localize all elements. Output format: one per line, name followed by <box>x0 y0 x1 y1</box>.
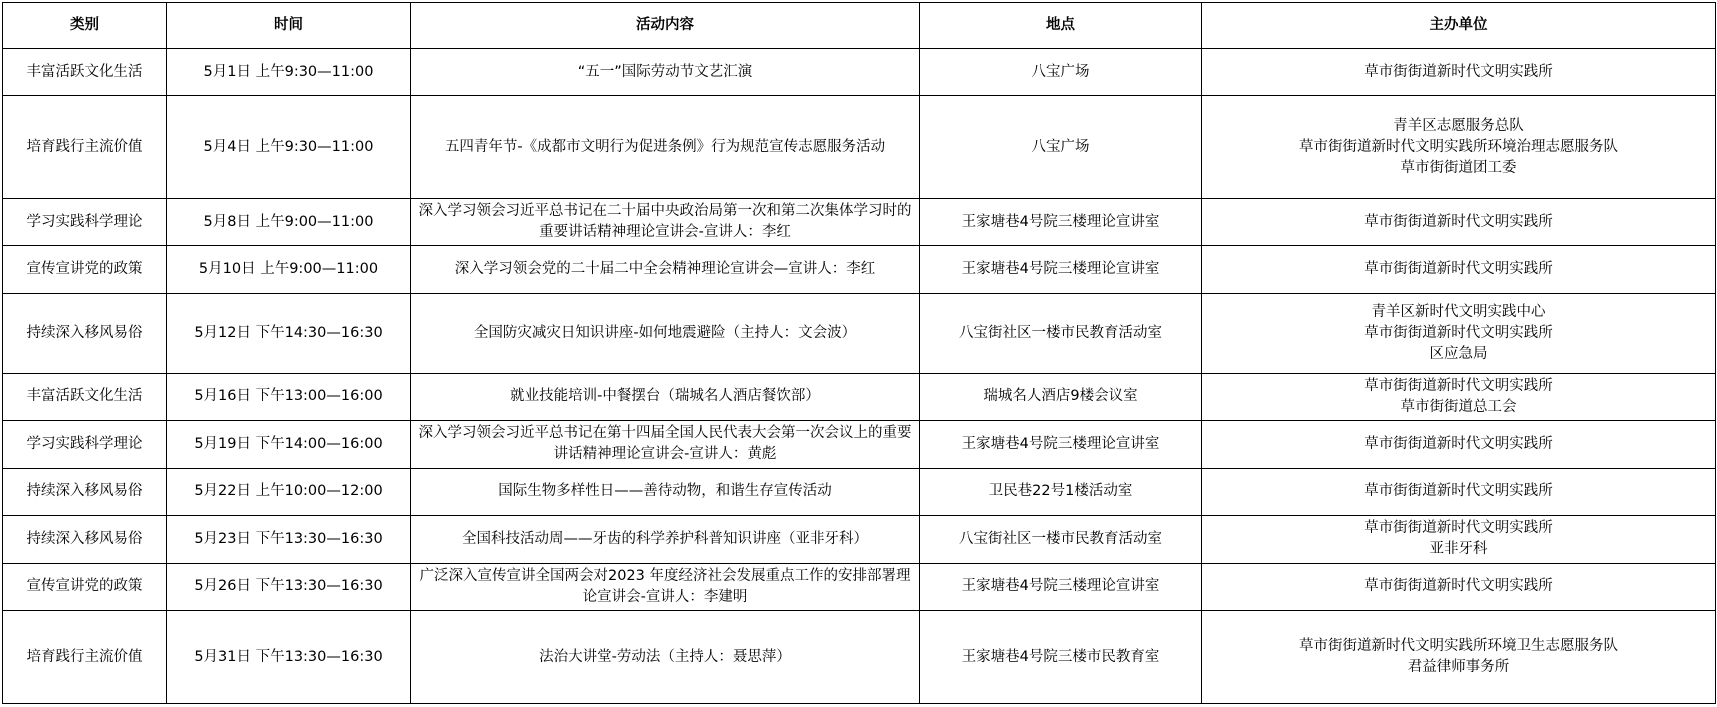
cell-content <box>411 373 920 420</box>
cell-organizer <box>1202 246 1716 293</box>
cell-time: 5月23日 下午13:30—16:30 <box>167 516 411 563</box>
cell-time: 5月10日 上午9:00—11:00 <box>167 246 411 293</box>
cell-time: 5月22日 上午10:00—12:00 <box>167 468 411 515</box>
activity-schedule-table <box>2 2 1716 704</box>
cell-content <box>411 96 920 199</box>
table-row <box>3 49 1716 96</box>
cell-content-line: 深入学习领会习近平总书记在第十四届全国人民代表大会第一次会议上的重要 <box>418 425 912 442</box>
cell-content-line: 就业技能培训-中餐摆台（瑞城名人酒店餐饮部） <box>510 388 820 405</box>
cell-content-line: 全国科技活动周——牙齿的科学养护科普知识讲座（亚非牙科） <box>462 530 868 547</box>
cell-content <box>411 421 920 468</box>
cell-organizer <box>1202 373 1716 420</box>
cell-category: 培育践行主流价值 <box>3 611 167 704</box>
table-row <box>3 516 1716 563</box>
cell-organizer <box>1202 468 1716 515</box>
cell-organizer-line: 草市街街道团工委 <box>1400 159 1517 176</box>
cell-location: 八宝街社区一楼市民教育活动室 <box>920 516 1202 563</box>
cell-organizer-line: 君益律师事务所 <box>1407 659 1510 676</box>
cell-organizer-line: 草市街街道新时代文明实践所 <box>1364 435 1553 452</box>
cell-content-line: 深入学习领会党的二十届二中全会精神理论宣讲会—宣讲人：李红 <box>454 261 876 278</box>
cell-category: 学习实践科学理论 <box>3 198 167 245</box>
cell-organizer-line: 草市街街道新时代文明实践所环境卫生志愿服务队 <box>1299 638 1618 655</box>
cell-content <box>411 246 920 293</box>
cell-content-line: 重要讲话精神理论宣讲会-宣讲人：李红 <box>539 224 791 241</box>
header-time: 时间 <box>167 3 411 49</box>
cell-category: 持续深入移风易俗 <box>3 516 167 563</box>
cell-organizer <box>1202 198 1716 245</box>
cell-content <box>411 49 920 96</box>
cell-organizer <box>1202 49 1716 96</box>
cell-location: 王家塘巷4号院三楼理论宣讲室 <box>920 198 1202 245</box>
cell-location: 卫民巷22号1楼活动室 <box>920 468 1202 515</box>
cell-content-line: 国际生物多样性日——善待动物，和谐生存宣传活动 <box>498 483 832 500</box>
cell-organizer-line: 草市街街道新时代文明实践所 <box>1364 63 1553 80</box>
table-row <box>3 468 1716 515</box>
table-row <box>3 96 1716 199</box>
cell-organizer-line: 草市街街道新时代文明实践所 <box>1364 213 1553 230</box>
cell-time: 5月31日 下午13:30—16:30 <box>167 611 411 704</box>
cell-time: 5月8日 上午9:00—11:00 <box>167 198 411 245</box>
cell-location: 八宝广场 <box>920 96 1202 199</box>
table-row <box>3 246 1716 293</box>
cell-organizer-line: 亚非牙科 <box>1429 541 1488 558</box>
cell-category: 持续深入移风易俗 <box>3 468 167 515</box>
cell-organizer <box>1202 516 1716 563</box>
cell-organizer-line: 草市街街道新时代文明实践所 <box>1364 520 1553 537</box>
header-location: 地点 <box>920 3 1202 49</box>
cell-organizer-line: 青羊区志愿服务总队 <box>1393 117 1524 134</box>
cell-category: 培育践行主流价值 <box>3 96 167 199</box>
cell-content <box>411 563 920 610</box>
cell-content-line: 论宣讲会-宣讲人：李建明 <box>582 588 748 605</box>
cell-category: 宣传宣讲党的政策 <box>3 563 167 610</box>
cell-content-line: 广泛深入宣传宣讲全国两会对2023 年度经济社会发展重点工作的安排部署理 <box>419 567 911 584</box>
cell-organizer <box>1202 96 1716 199</box>
cell-location: 王家塘巷4号院三楼市民教育室 <box>920 611 1202 704</box>
cell-content-line: 五四青年节-《成都市文明行为促进条例》行为规范宣传志愿服务活动 <box>444 138 886 155</box>
header-organizer: 主办单位 <box>1202 3 1716 49</box>
cell-organizer-line: 草市街街道新时代文明实践所 <box>1364 483 1553 500</box>
cell-organizer <box>1202 563 1716 610</box>
cell-content-line: 讲话精神理论宣讲会-宣讲人：黄彪 <box>553 446 777 463</box>
cell-time: 5月19日 下午14:00—16:00 <box>167 421 411 468</box>
table-row <box>3 563 1716 610</box>
cell-content <box>411 611 920 704</box>
cell-organizer <box>1202 611 1716 704</box>
header-row <box>3 3 1716 49</box>
cell-organizer-line: 草市街街道总工会 <box>1400 398 1517 415</box>
table-row <box>3 373 1716 420</box>
cell-content-line: 全国防灾减灾日知识讲座-如何地震避险（主持人：文会波） <box>473 324 857 341</box>
cell-category: 学习实践科学理论 <box>3 421 167 468</box>
cell-location: 八宝街社区一楼市民教育活动室 <box>920 293 1202 373</box>
cell-location: 瑞城名人酒店9楼会议室 <box>920 373 1202 420</box>
table-row <box>3 421 1716 468</box>
cell-content <box>411 516 920 563</box>
cell-time: 5月26日 下午13:30—16:30 <box>167 563 411 610</box>
cell-time: 5月1日 上午9:30—11:00 <box>167 49 411 96</box>
cell-organizer-line: 草市街街道新时代文明实践所 <box>1364 377 1553 394</box>
table-row <box>3 293 1716 373</box>
cell-content-line: 深入学习领会习近平总书记在二十届中央政治局第一次和第二次集体学习时的 <box>418 203 912 220</box>
cell-category: 宣传宣讲党的政策 <box>3 246 167 293</box>
cell-location: 八宝广场 <box>920 49 1202 96</box>
cell-organizer-line: 草市街街道新时代文明实践所环境治理志愿服务队 <box>1299 138 1618 155</box>
cell-content <box>411 198 920 245</box>
cell-organizer-line: 草市街街道新时代文明实践所 <box>1364 261 1553 278</box>
cell-category: 丰富活跃文化生活 <box>3 373 167 420</box>
cell-time: 5月12日 下午14:30—16:30 <box>167 293 411 373</box>
cell-location: 王家塘巷4号院三楼理论宣讲室 <box>920 246 1202 293</box>
header-content: 活动内容 <box>411 3 920 49</box>
cell-content <box>411 468 920 515</box>
cell-time: 5月4日 上午9:30—11:00 <box>167 96 411 199</box>
cell-time: 5月16日 下午13:00—16:00 <box>167 373 411 420</box>
cell-organizer-line: 区应急局 <box>1429 345 1488 362</box>
table-row <box>3 198 1716 245</box>
cell-organizer-line: 青羊区新时代文明实践中心 <box>1371 303 1546 320</box>
table-row <box>3 611 1716 704</box>
cell-organizer <box>1202 293 1716 373</box>
header-category: 类别 <box>3 3 167 49</box>
cell-organizer <box>1202 421 1716 468</box>
cell-organizer-line: 草市街街道新时代文明实践所 <box>1364 324 1553 341</box>
cell-content-line: 法治大讲堂-劳动法（主持人：聂思萍） <box>539 648 791 665</box>
cell-organizer-line: 草市街街道新时代文明实践所 <box>1364 578 1553 595</box>
cell-location: 王家塘巷4号院三楼理论宣讲室 <box>920 421 1202 468</box>
cell-category: 持续深入移风易俗 <box>3 293 167 373</box>
cell-location: 王家塘巷4号院三楼理论宣讲室 <box>920 563 1202 610</box>
cell-content <box>411 293 920 373</box>
cell-category: 丰富活跃文化生活 <box>3 49 167 96</box>
cell-content-line: “五一”国际劳动节文艺汇演 <box>577 63 753 80</box>
